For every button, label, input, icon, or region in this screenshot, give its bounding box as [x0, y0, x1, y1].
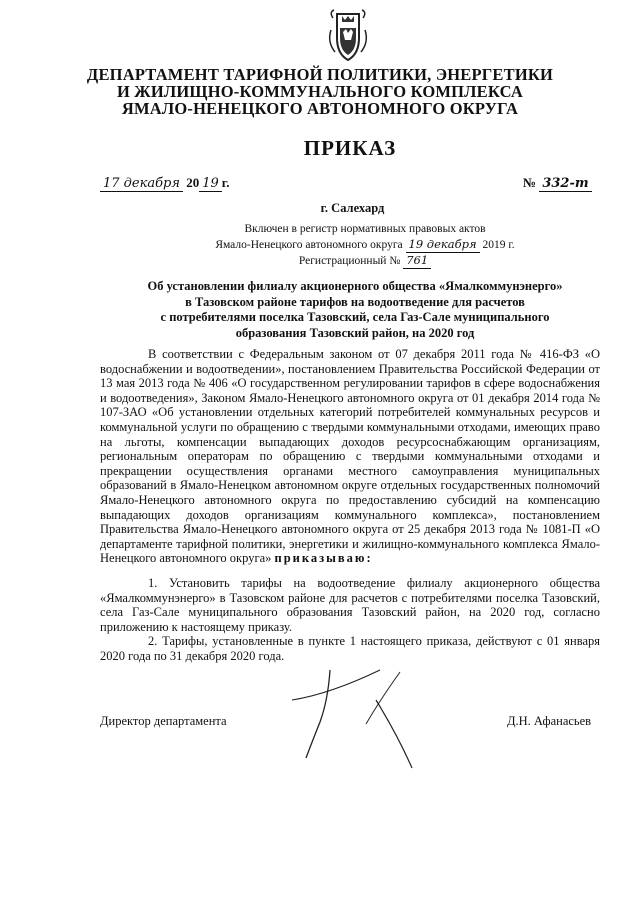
order-date [100, 175, 229, 192]
order-subject-line2: в Тазовском районе тарифов на водоотведение для расчетов [185, 294, 525, 309]
department-name-line3: ЯМАЛО-НЕНЕЦКОГО АВТОНОМНОГО ОКРУГА [121, 99, 519, 118]
registration-date-handwritten: 19 декабря [406, 237, 480, 253]
preamble-paragraph [100, 347, 600, 566]
registration-stamp [170, 222, 560, 269]
registration-line1: Включен в регистр нормативных правовых актов [244, 223, 486, 235]
item-1-paragraph: 1. Установить тарифы на водоотведение филиалу акционерного общества «Ямалкоммунэнерго» в Тазовском районе для расчетов с потребителями поселка Тазовский, села Газ-Сале муниципального образования Тазовский район, на 2020 год, согласно приложению к настоящему приказу. [100, 575, 600, 634]
registration-line2-suffix: 2019 г. [482, 239, 515, 251]
order-number [523, 175, 592, 192]
registration-number-handwritten: 761 [403, 253, 431, 269]
department-name-line2: И ЖИЛИЩНО-КОММУНАЛЬНОГО КОМПЛЕКСА [116, 82, 524, 101]
order-year-handwritten: 19 [199, 176, 222, 192]
order-year-suffix: г. [221, 175, 230, 190]
order-number-handwritten: 332-т [539, 176, 591, 192]
registration-line2-prefix: Ямало-Ненецкого автономного округа [215, 239, 403, 251]
preamble-text: В соответствии с Федеральным законом от 07 декабря 2011 года № 416-ФЗ «О водоснабжении и водоотведении», постановлением Правительства Российской Федерации от 13 мая 2013 года № 406 «О государственном регулировании тарифов в сфере водоснабжения и водоотведения», Законом Ямало-Ненецкого автономного округа от 01 декабря 2014 года № 107-ЗАО «Об установлении отдельных категорий потребителей коммунальных ресурсов и коммунальной услуги по обращению с твердыми коммунальными отходами, имеющих право на льготы, компенсации выпадающих доходов ресурсоснабжающим организациям, региональным операторам по обращению с твердыми коммунальными отходами и прекращении осуществления органами местного самоуправления муниципальных образований в Ямало-Ненецком автономном округе отдельных государственных полномочий Ямало-Ненецкого автономного округа по предоставлению субсидий на компенсацию выпадающих доходов организациям коммунального комплекса», постановлением Правительства Ямало-Ненецкого автономного округа от 25 декабря 2013 года № 1081-П «О департаменте тарифной политики, энергетики и жилищно-коммунального комплекса Ямало-Ненецкого автономного округа» [100, 347, 600, 566]
order-subject [85, 279, 625, 341]
signer-name: Д.Н. Афанасьев [507, 714, 592, 728]
city-name: г. Салехард [320, 201, 385, 215]
order-year-prefix: 20 [186, 175, 200, 190]
signer-position: Директор департамента [100, 714, 227, 728]
department-name-line1: ДЕПАРТАМЕНТ ТАРИФНОЙ ПОЛИТИКИ, ЭНЕРГЕТИКИ [86, 65, 554, 84]
registration-line3 [170, 253, 560, 269]
order-subject-line3: с потребителями поселка Тазовский, села Газ-Сале муниципального [160, 310, 550, 324]
order-subject-line1: Об установлении филиалу акционерного общества «Ямалкоммунэнерго» [147, 279, 563, 293]
department-name [60, 66, 580, 117]
order-number-label: № [523, 175, 537, 190]
order-word: приказываю: [274, 551, 373, 566]
order-body [100, 347, 600, 663]
coat-of-arms-icon [325, 8, 371, 64]
item-2-paragraph: 2. Тарифы, установленные в пункте 1 настоящего приказа, действуют с 01 января 2020 года по 31 декабря 2020 года. [100, 634, 600, 663]
registration-number-label: Регистрационный № [298, 255, 401, 267]
order-date-handwritten: 17 декабря [100, 176, 183, 192]
document-type: ПРИКАЗ [303, 136, 397, 160]
registration-line2 [170, 237, 560, 253]
order-subject-line4: образования Тазовский район, на 2020 год [235, 325, 475, 340]
